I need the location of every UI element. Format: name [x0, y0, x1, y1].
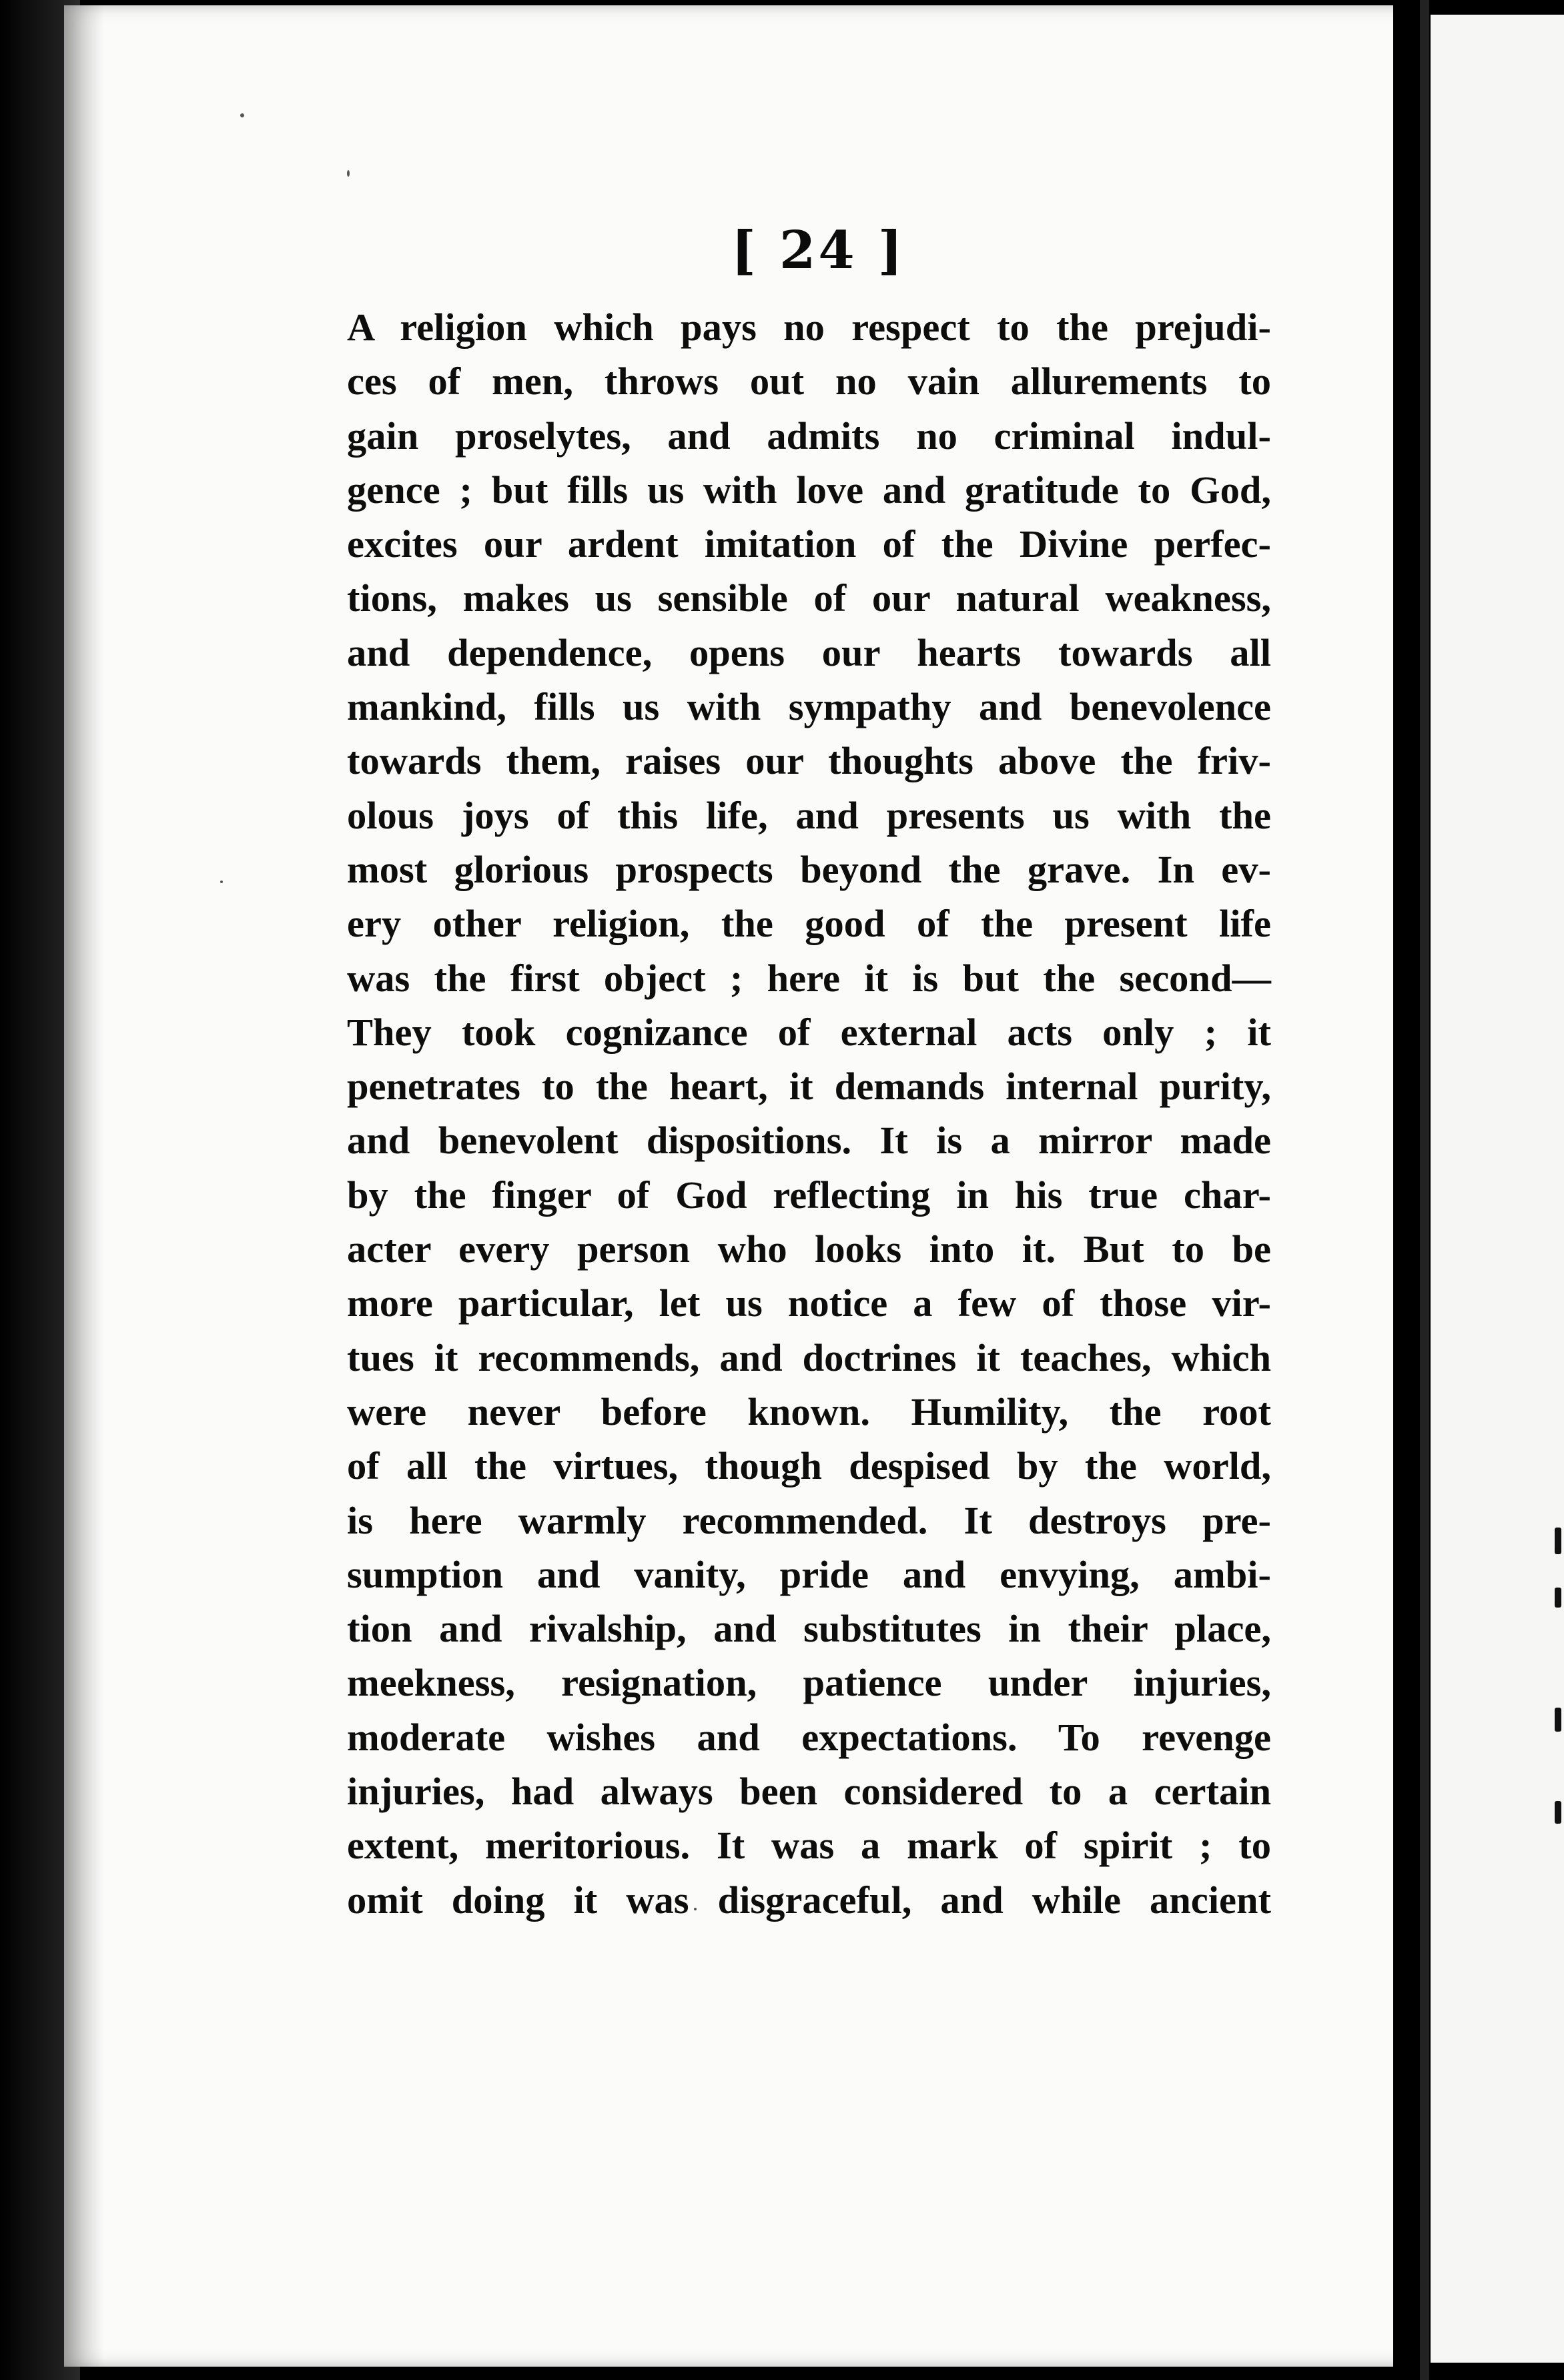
ink-mark — [1555, 1528, 1561, 1554]
text-line: moderate wishes and expectations. To revenge — [347, 1715, 1271, 1759]
text-line: by the finger of God reflecting in his true char- — [347, 1173, 1271, 1217]
page-number-header: [ 24 ] — [731, 220, 905, 281]
text-line: more particular, let us notice a few of those vir- — [347, 1281, 1271, 1325]
text-line: mankind, fills us with sympathy and benevolence — [347, 685, 1271, 729]
text-line: and dependence, opens our hearts towards all — [347, 630, 1271, 674]
text-line: meekness, resignation, patience under injuries, — [347, 1661, 1271, 1705]
paper-speck — [240, 113, 244, 117]
text-line: towards them, raises our thoughts above the friv- — [347, 739, 1271, 783]
text-line: gence ; but fills us with love and gratitude to God, — [347, 468, 1271, 512]
ink-mark — [1555, 1708, 1561, 1732]
text-line: ery other religion, the good of the present life — [347, 902, 1271, 946]
text-line: is here warmly recommended. It destroys pre- — [347, 1498, 1271, 1542]
gutter-line — [1420, 0, 1429, 2380]
adjacent-page-sliver — [1431, 15, 1564, 2363]
text-line: were never before known. Humility, the root — [347, 1389, 1271, 1433]
text-line: omit doing it was disgraceful, and while ancient — [347, 1878, 1271, 1922]
text-line: penetrates to the heart, it demands internal purity, — [347, 1065, 1271, 1109]
text-line: A religion which pays no respect to the prejudi- — [347, 306, 1271, 349]
text-line: gain proselytes, and admits no criminal indul- — [347, 414, 1271, 458]
ink-mark — [1555, 1588, 1561, 1608]
text-line: acter every person who looks into it. But to be — [347, 1227, 1271, 1271]
ink-mark — [1555, 1801, 1561, 1824]
text-line: extent, meritorious. It was a mark of spirit ; to — [347, 1824, 1271, 1868]
text-line: excites our ardent imitation of the Divine perfec- — [347, 522, 1271, 566]
text-line: of all the virtues, though despised by the world, — [347, 1444, 1271, 1488]
text-line: was the first object ; here it is but the second— — [347, 956, 1271, 1000]
text-line: ces of men, throws out no vain allurements to — [347, 360, 1271, 404]
paper-speck — [220, 880, 223, 883]
text-line: olous joys of this life, and presents us with the — [347, 793, 1271, 837]
text-line: sumption and vanity, pride and envying, ambi- — [347, 1552, 1271, 1596]
page-edge-shadow — [64, 5, 104, 2367]
paper-speck — [347, 170, 350, 177]
text-line: tues it recommends, and doctrines it teaches, which — [347, 1335, 1271, 1379]
text-line: tions, makes us sensible of our natural weakness, — [347, 576, 1271, 620]
text-line: They took cognizance of external acts only ; it — [347, 1010, 1271, 1054]
page-body-text — [347, 300, 1271, 1927]
text-line: most glorious prospects beyond the grave. In ev- — [347, 847, 1271, 891]
text-line: tion and rivalship, and substitutes in their place, — [347, 1607, 1271, 1651]
text-line: injuries, had always been considered to a certain — [347, 1770, 1271, 1814]
text-line: and benevolent dispositions. It is a mirror made — [347, 1119, 1271, 1163]
